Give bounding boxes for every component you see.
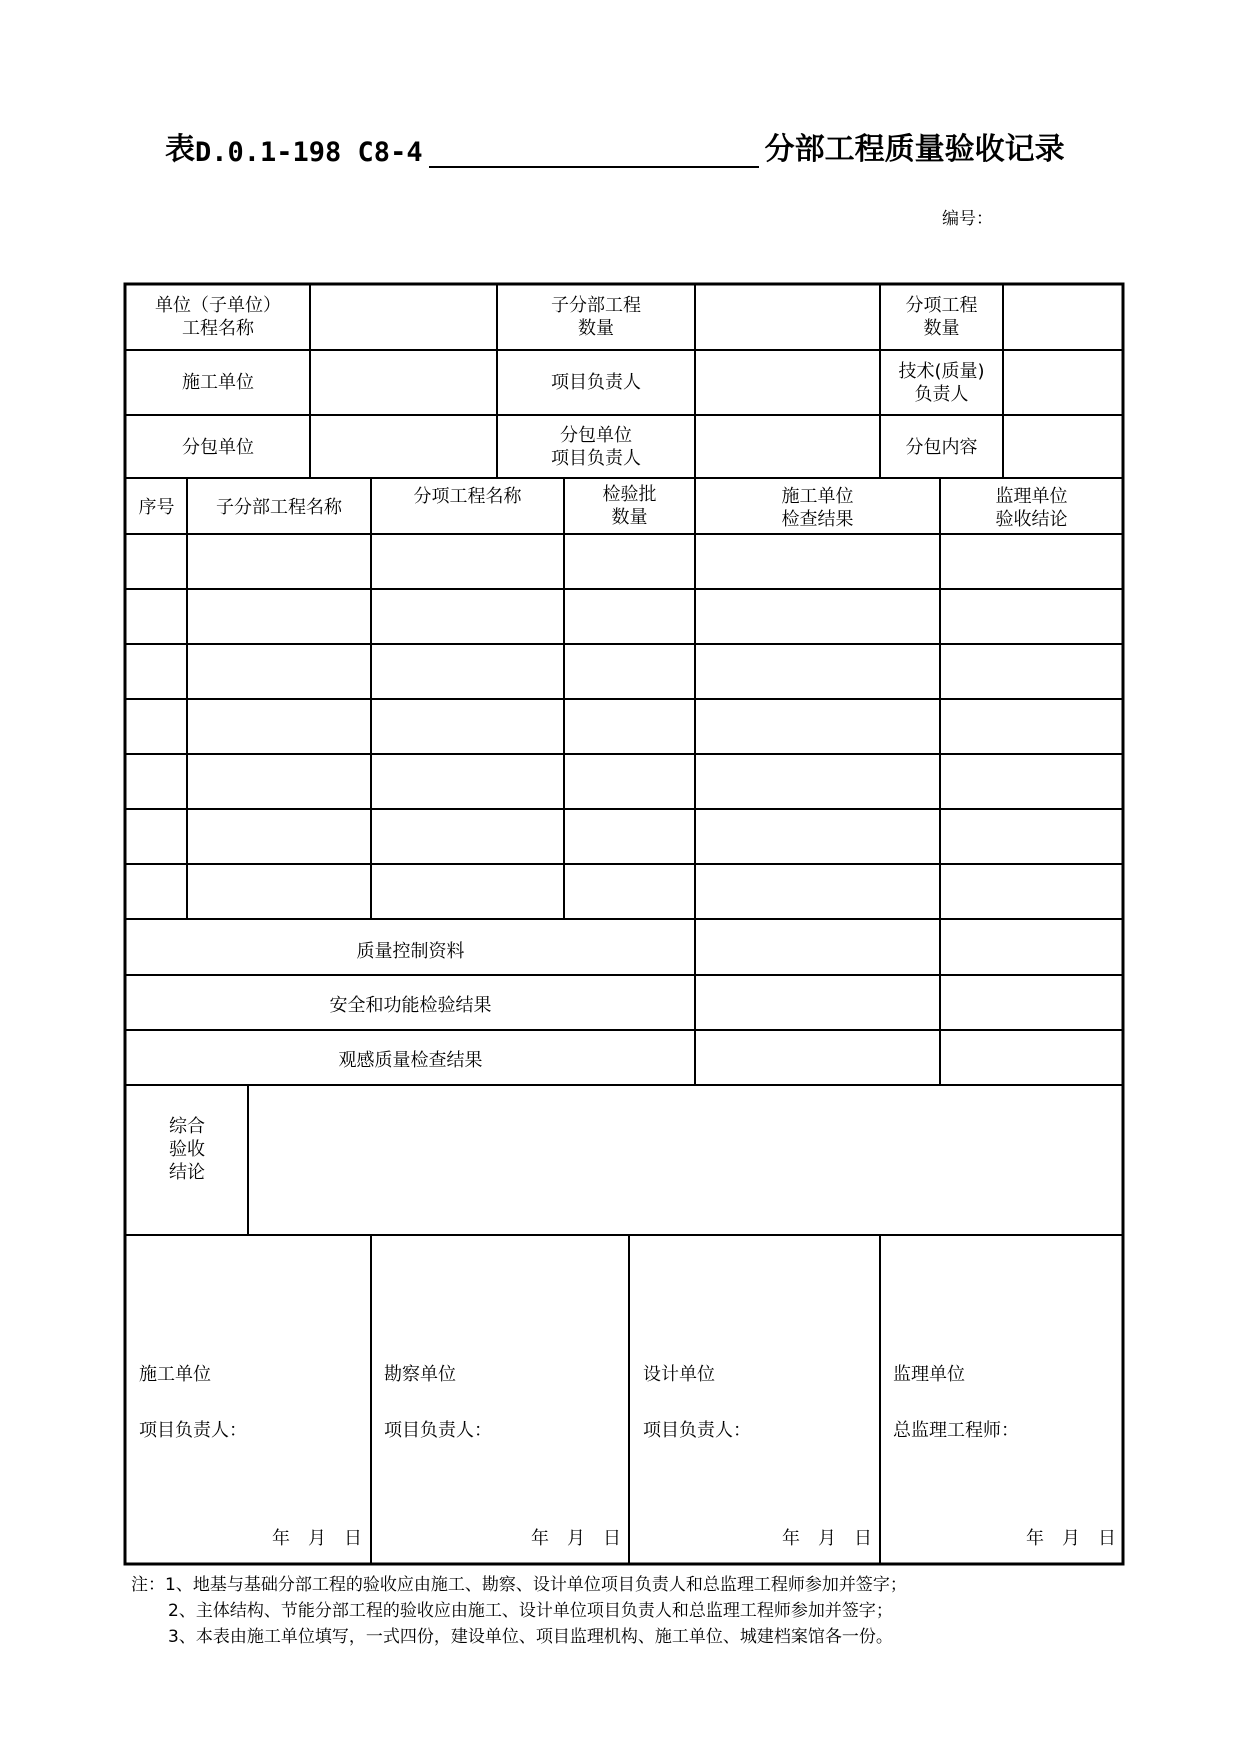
sig-supervisor-date: 年 月 日 [1026, 1528, 1116, 1549]
note-1: 注：1、地基与基础分部工程的验收应由施工、勘察、设计单位项目负责人和总监理工程师参加并签字； [131, 1575, 907, 1595]
record-number-label: 编号： [942, 209, 993, 229]
sig-survey-date: 年 月 日 [531, 1528, 621, 1549]
title-code: D.0.1-198 C8-4 [195, 137, 423, 168]
sig-survey-unit: 勘察单位 [384, 1364, 456, 1385]
quality-docs-label: 质量控制资料 [356, 941, 465, 962]
sub-content-label: 分包内容 [905, 437, 978, 458]
title-suffix: 分部工程质量验收记录 [764, 132, 1065, 167]
tech-manager-label: 技术(质量) 负责人 [898, 361, 985, 405]
safety-results-label: 安全和功能检验结果 [329, 995, 492, 1016]
item-count-label: 分项工程 数量 [905, 295, 978, 339]
sig-survey-person: 项目负责人： [384, 1420, 492, 1441]
subcontractor-label: 分包单位 [182, 437, 254, 458]
subdivision-count-label: 子分部工程 数量 [551, 295, 641, 339]
note-2: 2、主体结构、节能分部工程的验收应由施工、设计单位项目负责人和总监理工程师参加并签字； [168, 1601, 893, 1621]
title-prefix: 表 [165, 132, 195, 167]
sig-supervisor-unit: 监理单位 [893, 1364, 965, 1385]
appearance-results-label: 观感质量检查结果 [338, 1050, 483, 1071]
sig-contractor-date: 年 月 日 [272, 1528, 362, 1549]
col-contractor-check: 施工单位 检查结果 [781, 486, 854, 530]
note-3: 3、本表由施工单位填写，一式四份，建设单位、项目监理机构、施工单位、城建档案馆各一份。 [168, 1627, 893, 1647]
sig-contractor-person: 项目负责人： [139, 1420, 247, 1441]
form-outer-border [125, 284, 1123, 1564]
project-manager-label: 项目负责人 [551, 372, 641, 393]
sig-contractor-unit: 施工单位 [139, 1364, 211, 1385]
col-supervisor-accept: 监理单位 验收结论 [995, 486, 1068, 530]
contractor-label: 施工单位 [182, 372, 254, 393]
col-seq: 序号 [138, 497, 175, 518]
col-batch-count: 检验批 数量 [602, 484, 657, 528]
conclusion-label: 综合 验收 结论 [169, 1116, 205, 1183]
unit-name-label: 单位（子单位） 工程名称 [155, 295, 281, 339]
sig-supervisor-person: 总监理工程师： [893, 1420, 1019, 1441]
sig-design-unit: 设计单位 [643, 1364, 715, 1385]
sub-project-manager-label: 分包单位 项目负责人 [551, 425, 641, 469]
col-item-name: 分项工程名称 [413, 486, 522, 507]
sig-design-date: 年 月 日 [782, 1528, 872, 1549]
sig-design-person: 项目负责人： [643, 1420, 751, 1441]
col-subdivision-name: 子分部工程名称 [216, 497, 342, 518]
